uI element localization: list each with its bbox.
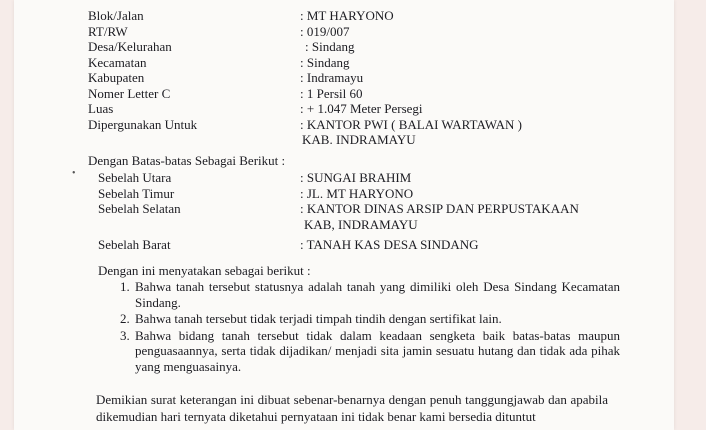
stray-mark: • (72, 168, 76, 179)
boundary-row-selatan-cont (98, 217, 658, 233)
boundary-row-utara (98, 170, 658, 186)
field-value-continued: KAB. INDRAMAYU (302, 132, 416, 147)
field-label: Kecamatan (88, 54, 147, 70)
statement-item (110, 279, 620, 310)
field-value: : + 1.047 Meter Persegi (300, 101, 423, 116)
field-value: : 1 Persil 60 (300, 85, 363, 101)
boundary-label: Sebelah Barat (98, 237, 171, 252)
field-row-luas (88, 101, 674, 117)
boundary-label: Sebelah Utara (98, 170, 172, 185)
boundary-label: Sebelah Selatan (98, 201, 181, 216)
field-label: Kabupaten (88, 70, 145, 85)
field-row-dipergunakan-cont (88, 132, 674, 148)
statement-text: Bahwa tanah tersebut tidak terjadi timpah tindih dengan sertifikat lain. (135, 311, 502, 327)
boundary-row-timur (98, 186, 658, 202)
field-value: : MT HARYONO (300, 8, 394, 23)
field-row-kabupaten (88, 70, 674, 86)
field-row-desa (88, 39, 674, 55)
boundary-row-selatan (98, 201, 658, 217)
statement-number: 3. (120, 327, 130, 343)
boundary-value: : TANAH KAS DESA SINDANG (300, 237, 479, 252)
statement-item (110, 311, 620, 327)
statement-number: 2. (120, 311, 130, 327)
field-label: Blok/Jalan (88, 8, 144, 23)
field-label: Dipergunakan Untuk (88, 116, 198, 132)
boundary-label: Sebelah Timur (98, 185, 175, 201)
statements-list (110, 279, 620, 376)
closing-paragraph: Demikian surat keterangan ini dibuat sebenar-benarnya dengan penuh tanggungjawab dan apabila dikemudian hari ternyata diketahui pernyataan ini tidak benar kami bersedia dituntut (96, 392, 608, 424)
boundary-value: : SUNGAI BRAHIM (300, 170, 412, 185)
field-row-letter-c (88, 86, 674, 102)
document-page (14, 0, 674, 430)
statement-text: Bahwa tanah tersebut statusnya adalah tanah yang dimiliki oleh Desa Sindang Kecamatan Sindang. (135, 279, 620, 310)
statement-number: 1. (120, 279, 130, 294)
boundaries-heading: Dengan Batas-batas Sebagai Berikut : (88, 153, 286, 168)
field-row-kecamatan (88, 55, 674, 71)
boundary-row-barat (98, 237, 658, 253)
field-row-blok (88, 8, 674, 24)
field-label: Luas (88, 101, 114, 116)
field-value: : 019/007 (300, 23, 350, 39)
field-label: RT/RW (88, 23, 128, 39)
field-value: : Sindang (305, 39, 355, 54)
boundaries-list (98, 170, 658, 253)
field-row-rtrw (88, 24, 674, 40)
statements-heading: Dengan ini menyatakan sebagai berikut : (98, 263, 311, 278)
field-value: : Indramayu (300, 70, 364, 85)
boundary-value: : KANTOR DINAS ARSIP DAN PERPUSTAKAAN (300, 201, 579, 216)
field-row-dipergunakan (88, 117, 674, 133)
statement-item (110, 328, 620, 375)
field-label: Desa/Kelurahan (88, 39, 172, 54)
field-value: : Sindang (300, 54, 350, 70)
field-value: : KANTOR PWI ( BALAI WARTAWAN ) (300, 116, 522, 132)
land-details (88, 8, 674, 148)
boundary-value-continued: KAB, INDRAMAYU (304, 216, 418, 232)
field-label: Nomer Letter C (88, 85, 171, 101)
boundary-value: : JL. MT HARYONO (300, 185, 414, 201)
statement-text: Bahwa bidang tanah tersebut tidak dalam keadaan sengketa baik batas-batas maupun penguasaannya, serta tidak dijadikan/ menjadi sita jamin sesuatu hutang dan tidak ada pihak yang menguasainya. (135, 327, 620, 374)
